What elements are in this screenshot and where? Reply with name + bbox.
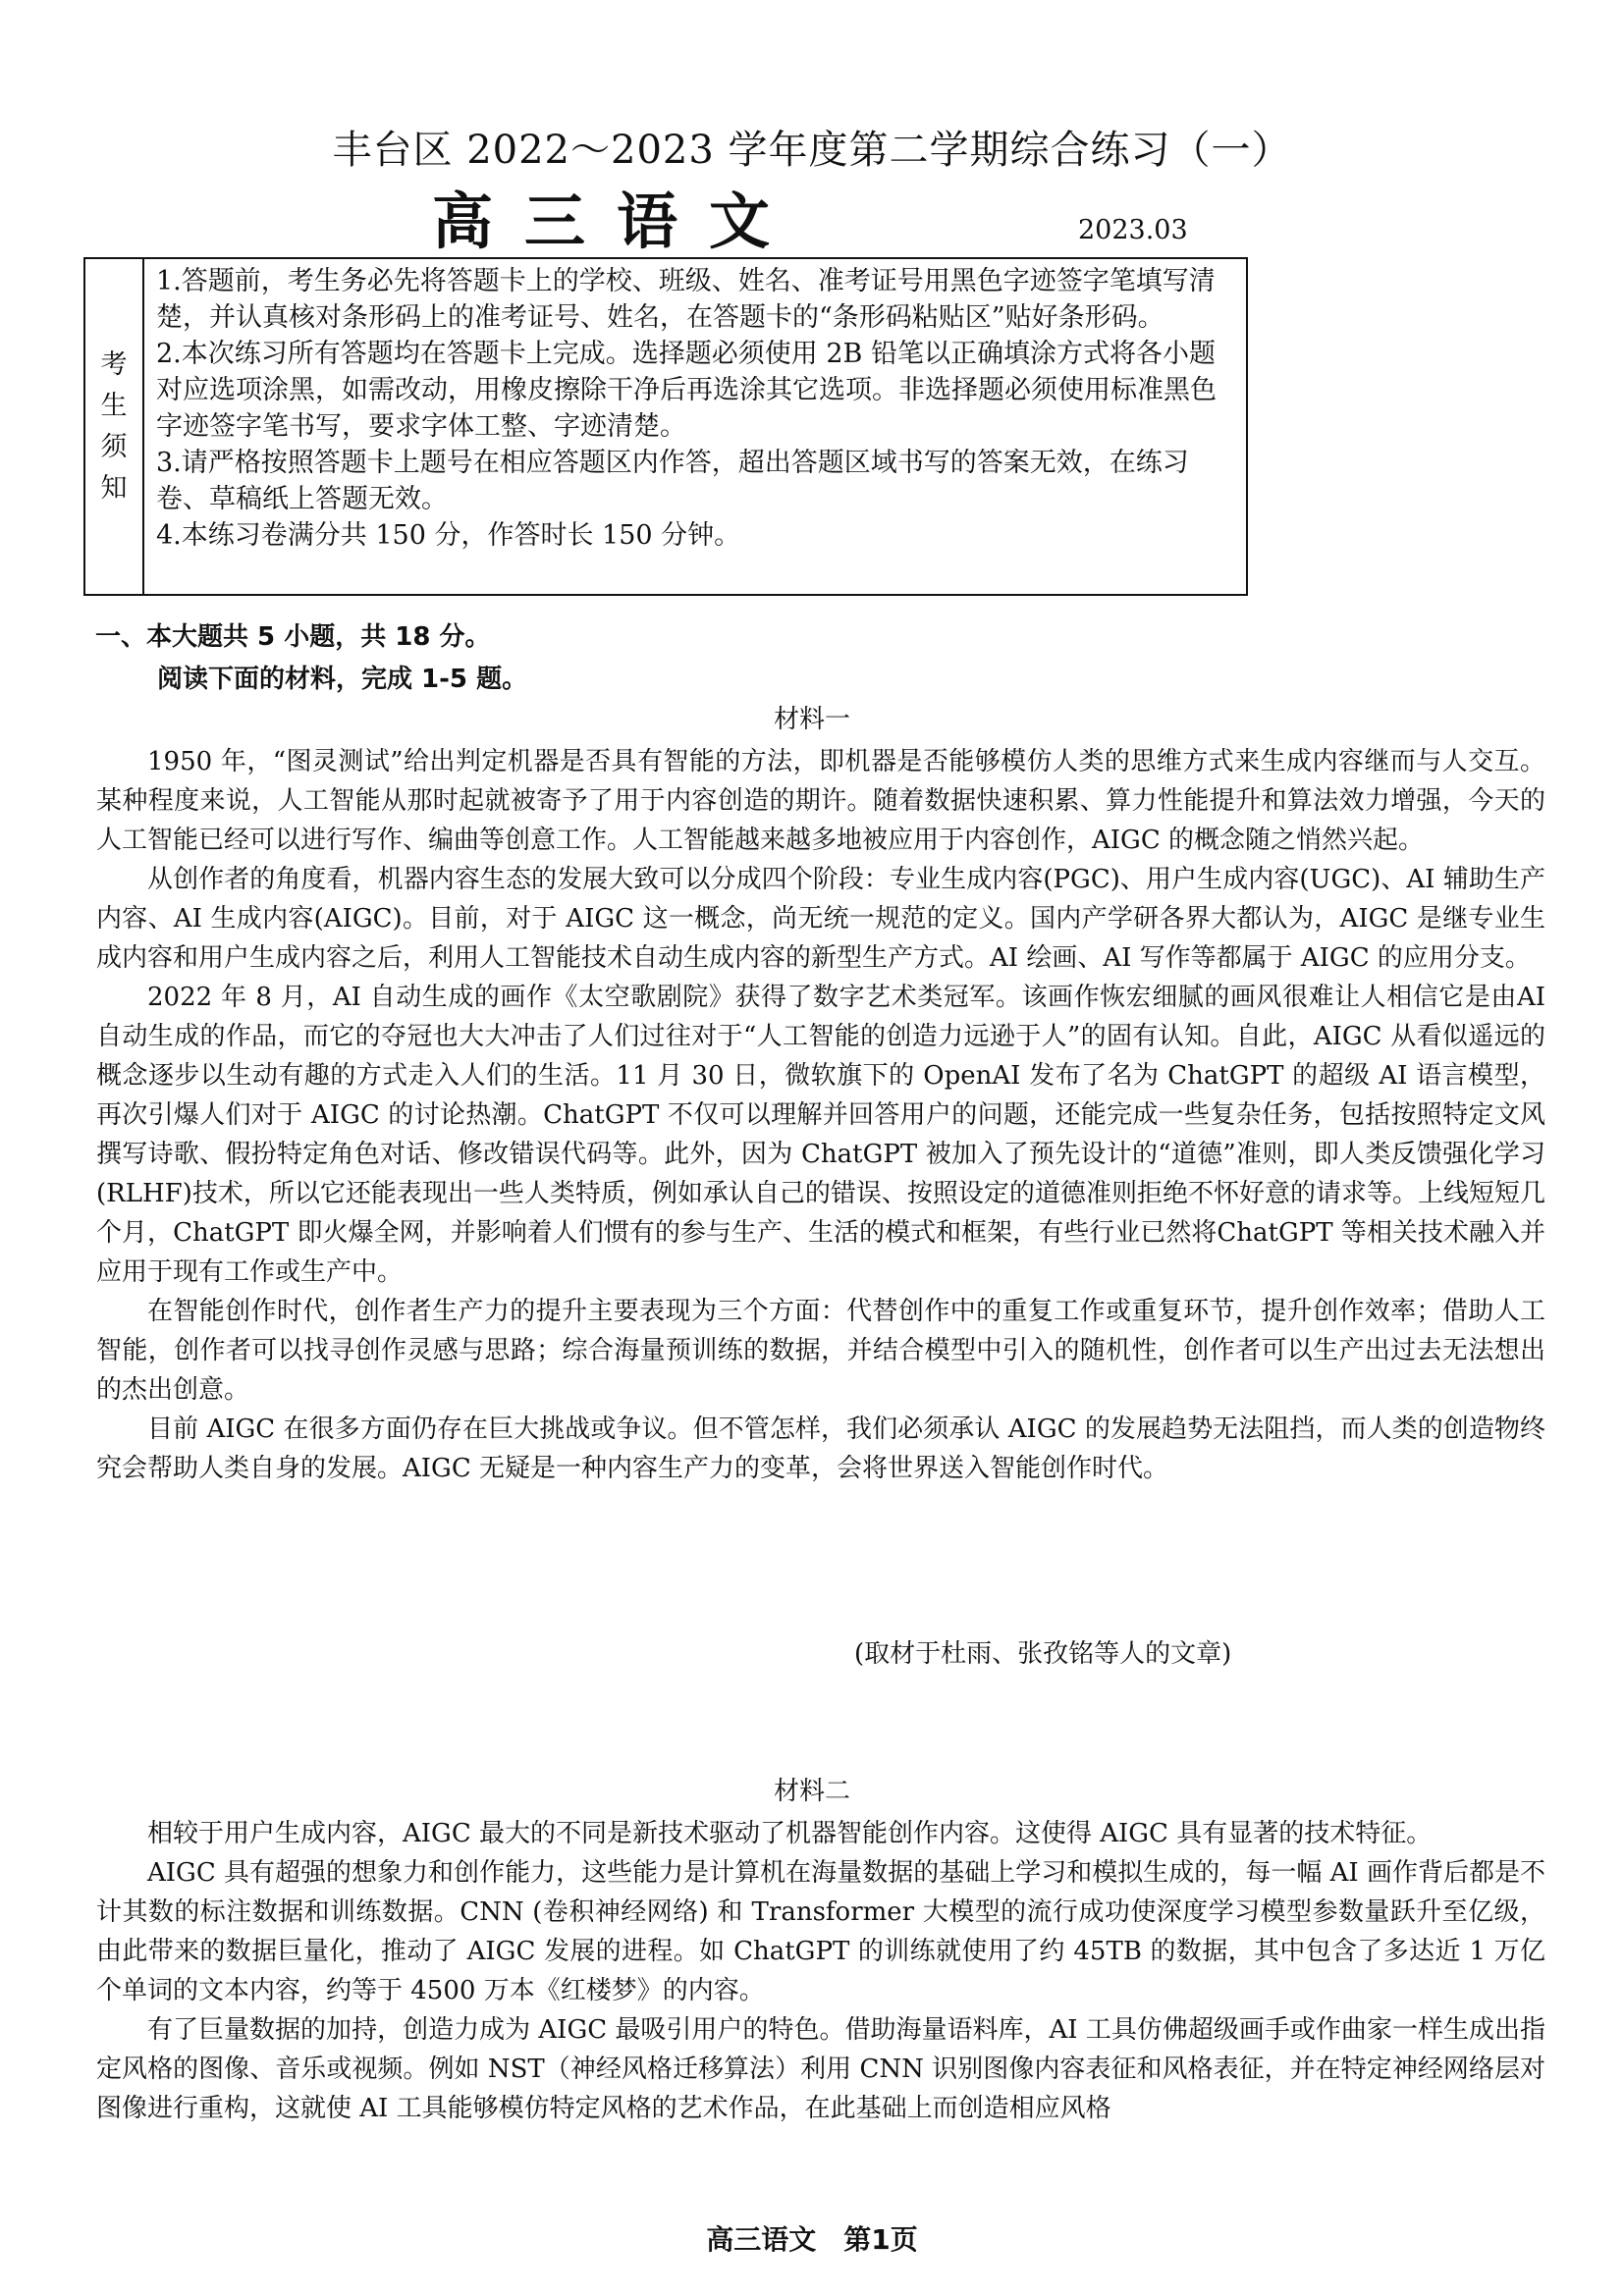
notice-side-char: 生	[100, 390, 128, 421]
material-two-title: 材料二	[773, 1777, 850, 1806]
paragraph: 在智能创作时代，创作者生产力的提升主要表现为三个方面：代替创作中的重复工作或重复环节，提升创作效率；借助人工智能，创作者可以找寻创作灵感与思路；综合海量预训练的数据，并结合模型中引入的随机性，创作者可以生产出过去无法想出的杰出创意。	[96, 1297, 1545, 1405]
notice-item: 4.本练习卷满分共 150 分，作答时长 150 分钟。	[156, 520, 741, 551]
paragraph: AIGC 具有超强的想象力和创作能力，这些能力是计算机在海量数据的基础上学习和模拟生成的，每一幅 AI 画作背后都是不计其数的标注数据和训练数据。CNN (卷积神经网络) 和 Transformer 大模型的流行成功使深度学习模型参数量跃升至亿级，由此带来的数据巨量化，推动了 AIGC 发展的进程。如 ChatGPT 的训练就使用了约 45TB 的数据，其中包含了多达近 1 万亿个单词的文本内容，约等于 4500 万本《红楼梦》的内容。	[96, 1858, 1545, 2005]
material-one-title: 材料一	[773, 705, 850, 734]
page-footer: 高三语文 第1页	[706, 2223, 918, 2256]
material-one-text	[96, 742, 1545, 1488]
section-heading: 一、本大题共 5 小题，共 18 分。	[95, 622, 491, 652]
candidate-notice-box	[83, 257, 1248, 596]
paragraph: 相较于用户生成内容，AIGC 最大的不同是新技术驱动了机器智能创作内容。这使得 AIGC 具有显著的技术特征。	[147, 1819, 1433, 1848]
paragraph: 从创作者的角度看，机器内容生态的发展大致可以分成四个阶段：专业生成内容(PGC)、用户生成内容(UGC)、AI 辅助生产内容、AI 生成内容(AIGC)。目前，对于 AIGC 这一概念，尚无统一规范的定义。国内产学研各界大都认为，AIGC 是继专业生成内容和用户生成内容之后，利用人工智能技术自动生成内容的新型生产方式。AI 绘画、AI 写作等都属于 AIGC 的应用分支。	[96, 865, 1545, 973]
notice-item: 1.答题前，考生务必先将答题卡上的学校、班级、姓名、准考证号用黑色字迹签字笔填写清楚，并认真核对条形码上的准考证号、姓名，在答题卡的“条形码粘贴区”贴好条形码。	[156, 266, 1216, 333]
notice-side-label	[85, 259, 144, 594]
notice-items	[144, 259, 1246, 594]
notice-item: 2.本次练习所有答题均在答题卡上完成。选择题必须使用 2B 铅笔以正确填涂方式将各小题对应选项涂黑，如需改动，用橡皮擦除干净后再选涂其它选项。非选择题必须使用标准黑色字迹签字笔书写，要求字体工整、字迹清楚。	[156, 339, 1217, 442]
material-two-text	[96, 1814, 1545, 2128]
section-instruction: 阅读下面的材料，完成 1-5 题。	[157, 665, 528, 694]
paragraph: 1950 年，“图灵测试”给出判定机器是否具有智能的方法，即机器是否能够模仿人类的思维方式来生成内容继而与人交互。某种程度来说，人工智能从那时起就被寄予了用于内容创造的期许。随着数据快速积累、算力性能提升和算法效力增强，今天的人工智能已经可以进行写作、编曲等创意工作。人工智能越来越多地被应用于内容创作，AIGC 的概念随之悄然兴起。	[96, 747, 1545, 855]
notice-item: 3.请严格按照答题卡上题号在相应答题区内作答，超出答题区域书写的答案无效，在练习卷、草稿纸上答题无效。	[156, 448, 1189, 514]
paragraph: 有了巨量数据的加持，创造力成为 AIGC 最吸引用户的特色。借助海量语料库，AI 工具仿佛超级画手或作曲家一样生成出指定风格的图像、音乐或视频。例如 NST（神经风格迁移算法）利用 CNN 识别图像内容表征和风格表征，并在特定神经网络层对图像进行重构，这就使 AI 工具能够模仿特定风格的艺术作品，在此基础上而创造相应风格	[96, 2015, 1545, 2123]
material-one-source: (取材于杜雨、张孜铭等人的文章)	[854, 1639, 1232, 1669]
notice-side-char: 考	[100, 348, 128, 380]
notice-side-char: 知	[100, 472, 128, 504]
paragraph: 2022 年 8 月，AI 自动生成的画作《太空歌剧院》获得了数字艺术类冠军。该画作恢宏细腻的画风很难让人相信它是由AI 自动生成的作品，而它的夺冠也大大冲击了人们过往对于“人工智能的创造力远逊于人”的固有认知。自此，AIGC 从看似遥远的概念逐步以生动有趣的方式走入人们的生活。11 月 30 日，微软旗下的 OpenAI 发布了名为 ChatGPT 的超级 AI 语言模型，再次引爆人们对于 AIGC 的讨论热潮。ChatGPT 不仅可以理解并回答用户的问题，还能完成一些复杂任务，包括按照特定文风撰写诗歌、假扮特定角色对话、修改错误代码等。此外，因为 ChatGPT 被加入了预先设计的“道德”准则，即人类反馈强化学习(RLHF)技术，所以它还能表现出一些人类特质，例如承认自己的错误、按照设定的道德准则拒绝不怀好意的请求等。上线短短几个月，ChatGPT 即火爆全网，并影响着人们惯有的参与生产、生活的模式和框架，有些行业已然将ChatGPT 等相关技术融入并应用于现有工作或生产中。	[96, 983, 1545, 1287]
notice-side-char: 须	[100, 431, 128, 462]
paragraph: 目前 AIGC 在很多方面仍存在巨大挑战或争议。但不管怎样，我们必须承认 AIGC 的发展趋势无法阻挡，而人类的创造物终究会帮助人类自身的发展。AIGC 无疑是一种内容生产力的变革，会将世界送入智能创作时代。	[96, 1415, 1545, 1483]
exam-title: 丰台区 2022～2023 学年度第二学期综合练习（一）	[332, 128, 1292, 173]
subject-heading: 高三语文	[432, 186, 802, 257]
exam-date: 2023.03	[1078, 215, 1188, 245]
